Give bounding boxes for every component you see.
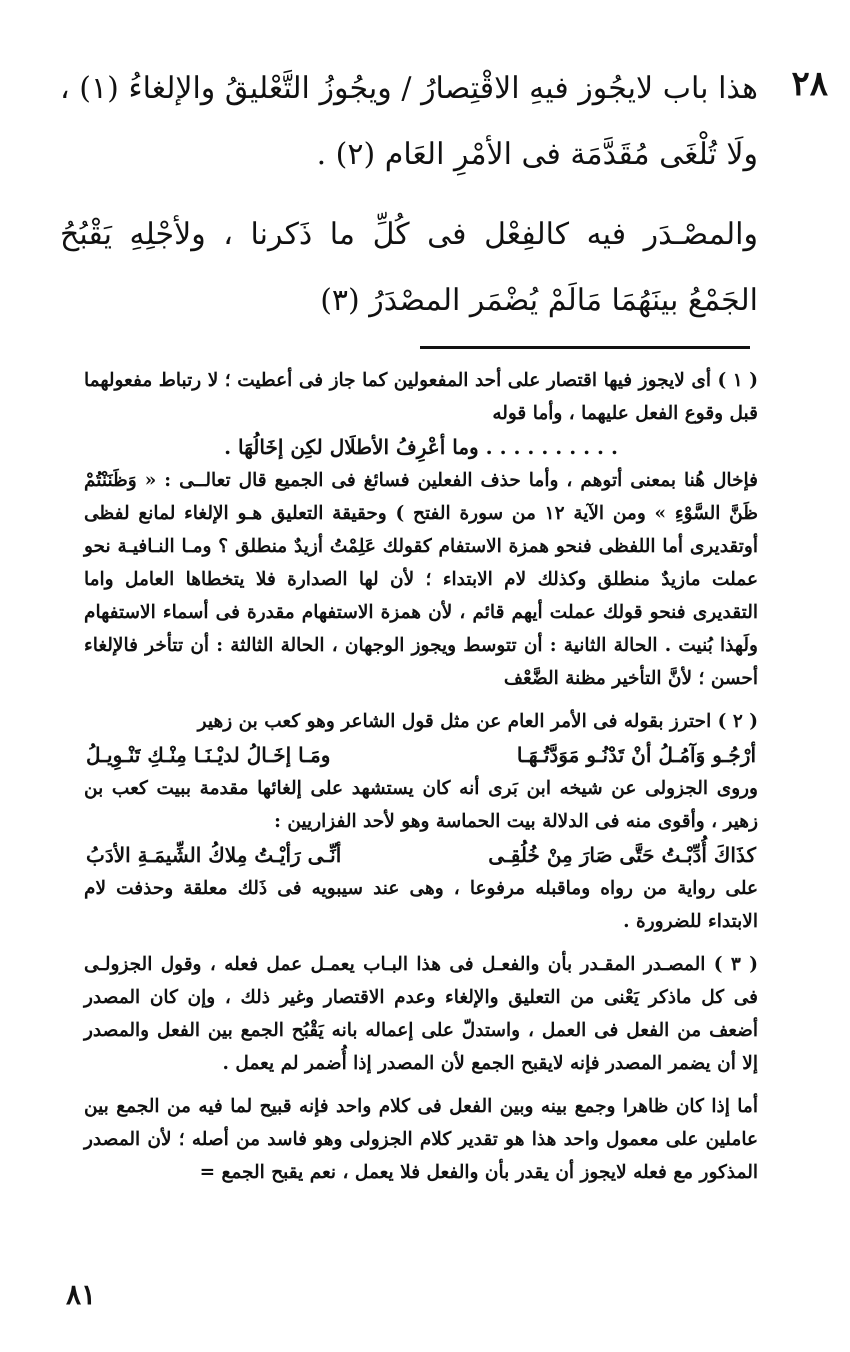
main-paragraph: هذا باب لايجُوز فيهِ الاقْتِصارُ / ويجُوزُ التَّعْليقُ والإلغاءُ (١) ، ولَا تُلْغَى مُقَدَّمَة فى الأمْرِ العَام (٢) . — [60, 71, 758, 172]
footnote-3-text: ( ٣ ) المصـدر المقـدر بأن والفعـل فى هذا البـاب يعمـل عمل فعله ، وقول الجزولـى فى كل ماذكر يَعْنى من التعليق والإلغاء وعدم الاقتصار وغير ذلك ، وإن كان المصدر أضعف من الفعل فى العمل ، واستدلّ على إعماله بانه يَقْبُح الجمع بين الفعل والمصدر إلا أن يضمر المصدر فإنه لايقبح الجمع لأن المصدر إذا أُضمر لم يعمل . — [84, 954, 758, 1074]
footnote-2-verse-1 — [84, 738, 758, 772]
verse-hemistich: كذَاكَ أُدِّبْـتُ حَتَّى صَارَ مِنْ خُلُقِـى — [488, 843, 756, 867]
footnote-2-closing: على رواية من رواه وماقبله مرفوعا ، وهى عند سيبويه فى ذَلك معلقة وحذفت لام الابتداء للضرورة . — [84, 878, 758, 932]
verse-hemistich: ومَـا إخَـالُ لديْـنَـا مِنْـكِ تَنْـوِيـلُ — [86, 743, 331, 767]
verse-hemistich: أنِّـى رَأيْـتُ مِلاكُ الشِّيمَـةِ الأدَبُ — [86, 843, 342, 867]
footnote-2-text: ( ٢ ) احترز بقوله فى الأمر العام عن مثل قول الشاعر وهو كعب بن زهير — [197, 711, 758, 732]
footnote-2-commentary: وروى الجزولى عن شيخه ابن بَرى أنه كان يستشهد على إلغائها مقدمة ببيت كعب بن زهير ، وأقوى منه فى الدلالة بيت الحماسة وهو لأحد الفزاريين : — [84, 778, 758, 832]
footnote-1-text: ( ١ ) أى لايجوز فيها اقتصار على أحد المفعولين كما جاز فى أعطيت ؛ لا رتباط مفعولهما قبل وقوع الفعل عليهما ، وأما قوله — [84, 370, 758, 424]
margin-number: ٢٨ — [791, 64, 828, 104]
footnote-1-verse — [84, 430, 758, 464]
footnote-2-verse-2 — [84, 838, 758, 872]
main-paragraph: والمصْـدَر فيه كالفِعْل فى كُلِّ ما ذَكرنا ، ولأجْلِهِ يَقْبُحُ الجَمْعُ بينَهُمَا مَالَمْ يُضْمَر المصْدَرُ (٣) — [60, 217, 758, 318]
verse-hemistich: أرْجُـو وَآمُـلُ أنْ تَدْنُـو مَوَدَّتُـهَـا — [516, 743, 756, 767]
footnote-1-commentary: فإخال هُنا بمعنى أتوهم ، وأما حذف الفعلين فسائغ فى الجميع قال تعالــى : « وَظَنَنْتُمْ ظَنَّ السَّوْءِ » ومن الآية ١٢ من سورة الفتح ) وحقيقة التعليق هـو الإلغاء لمانع لفظى أوتقديرى أما اللفظى فنحو همزة الاستفام كقولك عَلِمْتُ أزيدٌ منطلق ؟ ومـا النـافيـة نحو عملت مازيدٌ منطلق وكذلك لام الابتداء ؛ لأن لها الصدارة فلا يتخطاها العامل واما التقديرى فنحو قولك عملت أيهم قائم ، لأن همزة الاستفهام مقدرة فى أسماء الاستفهام ولَهذا بُنيت . الحالة الثانية : أن تتوسط ويجوز الوجهان ، الحالة الثالثة : أن تتأخر فالإلغاء أحسن ؛ لأنَّ التأخير مظنة الضَّعْف — [84, 470, 758, 689]
footnote-3-continuation: أما إذا كان ظاهرا وجمع بينه وبين الفعل فى كلام واحد فإنه قبيح لما فيه من الجمع بين عاملين على معمول واحد هذا هو تقدير كلام الجزولى وهو فاسد من أصله ؛ لأن المصدر المذكور مع فعله لايجوز أن يقدر بأن والفعل فلا يعمل ، نعم يقبح الجمع = — [84, 1096, 758, 1183]
footnote-separator — [420, 346, 750, 349]
main-text — [60, 56, 758, 334]
verse-line: . . . . . . . . . . وما أعْرِفُ الأطلَال لكِن إخَالُهَا . — [224, 435, 618, 459]
page-number: ٨١ — [66, 1278, 97, 1311]
footnotes — [84, 364, 758, 1189]
